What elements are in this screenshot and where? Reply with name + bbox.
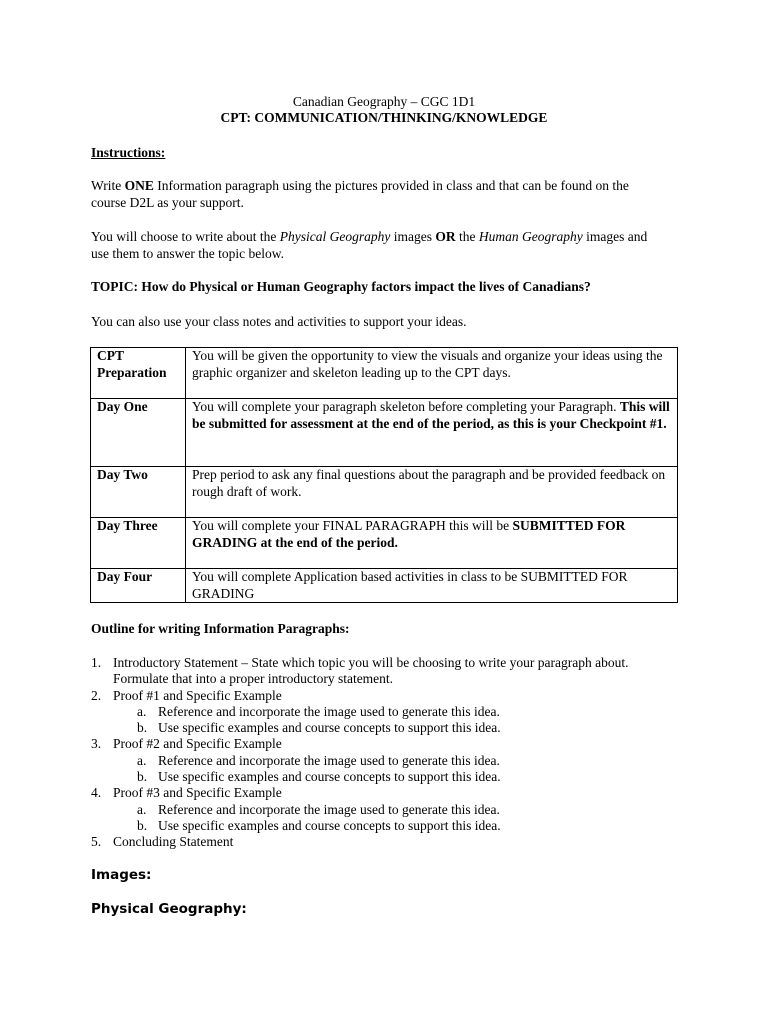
- sub-list-item: [91, 802, 691, 818]
- schedule-text: [186, 399, 678, 467]
- instructions-heading: Instructions:: [91, 145, 166, 160]
- schedule-label: CPT Preparation: [91, 348, 186, 399]
- item-text: Use specific examples and course concepts to support this idea.: [158, 720, 501, 736]
- p1-text-c: Information paragraph using the pictures provided in class and that can be found on the: [153, 178, 629, 193]
- images-heading: Images:: [91, 867, 152, 883]
- p1-text-a: Write: [91, 178, 125, 193]
- course-title: Canadian Geography – CGC 1D1: [292, 94, 476, 109]
- p2-human-geography: Human Geography: [478, 229, 583, 244]
- sub-list-item: [91, 720, 691, 736]
- notes-line: You can also use your class notes and activities to support your ideas.: [91, 314, 467, 329]
- sub-list-item: [91, 769, 691, 785]
- item-text: Proof #1 and Specific Example: [113, 687, 282, 703]
- item-letter: b.: [137, 817, 148, 833]
- item-letter: a.: [137, 752, 147, 768]
- item-letter: b.: [137, 769, 148, 785]
- outline-list: [91, 655, 691, 851]
- schedule-row: [91, 348, 678, 399]
- schedule-text-plain: You will complete your FINAL PARAGRAPH this will be: [192, 518, 513, 533]
- sub-list-item: [91, 753, 691, 769]
- list-item-continuation: [91, 671, 691, 687]
- sub-list-item: [91, 704, 691, 720]
- p2-bold-or: OR: [435, 229, 456, 244]
- item-text: Proof #3 and Specific Example: [113, 785, 282, 801]
- sub-list-item: [91, 818, 691, 834]
- instructions-paragraph-1: [91, 178, 681, 211]
- p1-bold-one: ONE: [124, 178, 154, 193]
- topic-statement: TOPIC: How do Physical or Human Geography factors impact the lives of Canadians?: [91, 279, 591, 294]
- p2-text-g: images and: [582, 229, 648, 244]
- schedule-text-plain: You will complete your paragraph skeleton before completing your Paragraph.: [192, 399, 620, 414]
- schedule-text-bold: SUBMITTED FOR GRADING at the end of the period.: [192, 518, 626, 550]
- list-item: [91, 785, 691, 801]
- item-text: Formulate that into a proper introductory statement.: [113, 671, 394, 687]
- list-item: [91, 834, 691, 850]
- item-text: Concluding Statement: [113, 834, 234, 850]
- item-letter: a.: [137, 801, 147, 817]
- schedule-text-plain: You will complete Application based activities in class to be SUBMITTED FOR GRADING: [192, 569, 628, 601]
- item-number: 5.: [91, 834, 102, 850]
- list-item: [91, 655, 691, 671]
- item-text: Introductory Statement – State which topic you will be choosing to write your paragraph about.: [113, 655, 629, 670]
- schedule-label: Day Two: [91, 467, 186, 518]
- schedule-label: Day Three: [91, 518, 186, 569]
- item-text: Proof #2 and Specific Example: [113, 736, 282, 752]
- schedule-text-plain: Prep period to ask any final questions about the paragraph and be provided feedback on rough draft of work.: [192, 467, 666, 499]
- item-text: Reference and incorporate the image used to generate this idea.: [158, 752, 500, 768]
- schedule-text-bold: This will be submitted for assessment at the end of the period, as this is your Checkpoint #1.: [192, 399, 670, 431]
- schedule-label: Day One: [91, 399, 186, 467]
- item-text: Use specific examples and course concepts to support this idea.: [158, 817, 501, 833]
- outline-heading: Outline for writing Information Paragraphs:: [91, 621, 350, 636]
- item-number: 4.: [91, 785, 102, 801]
- schedule-table: [90, 347, 678, 603]
- item-number: 1.: [91, 655, 102, 670]
- list-item: [91, 736, 691, 752]
- schedule-text: [186, 569, 678, 603]
- item-letter: b.: [137, 720, 148, 736]
- p1-text-d: course D2L as your support.: [91, 194, 244, 210]
- item-letter: a.: [137, 703, 147, 719]
- schedule-text: [186, 518, 678, 569]
- p2-text-e: the: [455, 229, 479, 244]
- physical-geography-heading: Physical Geography:: [91, 901, 247, 917]
- item-text: Reference and incorporate the image used to generate this idea.: [158, 801, 500, 817]
- schedule-label: Day Four: [91, 569, 186, 603]
- instructions-paragraph-2: [91, 229, 681, 262]
- item-text: Reference and incorporate the image used to generate this idea.: [158, 703, 500, 719]
- item-number: 3.: [91, 736, 102, 752]
- schedule-row: [91, 518, 678, 569]
- schedule-row: [91, 399, 678, 467]
- schedule-row: [91, 467, 678, 518]
- p2-text-c: images: [390, 229, 436, 244]
- schedule-text: [186, 467, 678, 518]
- schedule-text: [186, 348, 678, 399]
- p2-physical-geography: Physical Geography: [279, 229, 391, 244]
- schedule-row: [91, 569, 678, 603]
- p2-text-h: use them to answer the topic below.: [91, 245, 284, 261]
- cpt-title: CPT: COMMUNICATION/THINKING/KNOWLEDGE: [220, 110, 548, 125]
- item-number: 2.: [91, 687, 102, 703]
- p2-text-a: You will choose to write about the: [91, 229, 280, 244]
- item-text: Use specific examples and course concepts to support this idea.: [158, 769, 501, 785]
- schedule-text-plain: You will be given the opportunity to view the visuals and organize your ideas using the graphic organizer and skeleton leading up to the CPT days.: [192, 348, 663, 380]
- list-item: [91, 688, 691, 704]
